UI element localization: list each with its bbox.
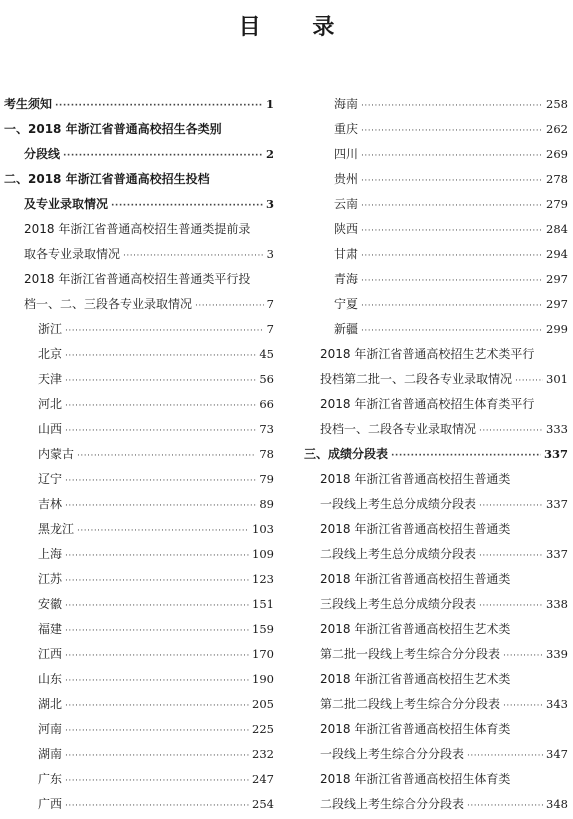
toc-entry-title: 甘肃: [334, 247, 359, 261]
toc-entry-title: 二段线上考生总分成绩分段表: [320, 547, 477, 561]
toc-page-number: 190: [252, 672, 274, 686]
toc-leader-dots: [111, 194, 263, 219]
toc-entry-title: 2018 年浙江省普通高校招生艺术类平行: [320, 347, 535, 361]
toc-leader-dots: [361, 94, 543, 119]
toc-entry-title: 投档第二批一、二段各专业录取情况: [320, 372, 513, 386]
toc-page-number: 3: [266, 247, 274, 261]
toc-entry: [304, 592, 568, 617]
toc-page-number: 348: [546, 797, 568, 811]
toc-leader-dots: [77, 444, 256, 469]
toc-entry-title: 第二批二段线上考生综合分分段表: [320, 697, 501, 711]
toc-page-number: 7: [266, 322, 274, 336]
toc-entry-title: 宁夏: [334, 297, 359, 311]
toc-leader-dots: [77, 519, 249, 544]
toc-entry-title: 2018 年浙江省普通高校招生普通类提前录: [24, 222, 251, 236]
toc-page-number: 232: [252, 747, 274, 761]
toc-entry: [304, 542, 568, 567]
toc-leader-dots: [361, 244, 543, 269]
toc-entry: [4, 792, 274, 817]
toc-page-number: 2: [265, 147, 274, 161]
toc-entry-title: 2018 年浙江省普通高校招生体育类: [320, 722, 511, 736]
toc-leader-dots: [391, 444, 541, 469]
toc-left-column: [4, 92, 274, 817]
toc-entry: [304, 367, 568, 392]
toc-entry-title: 青海: [334, 272, 359, 286]
toc-entry-title: 二、2018 年浙江省普通高校招生投档: [4, 172, 210, 186]
toc-entry-title: 内蒙古: [38, 447, 75, 461]
toc-entry: [304, 392, 568, 417]
toc-entry-title: 江西: [38, 647, 63, 661]
toc-page-number: 159: [252, 622, 274, 636]
toc-entry: [4, 92, 274, 117]
toc-leader-dots: [65, 319, 264, 344]
toc-entry: [304, 442, 568, 467]
toc-entry-title: 福建: [38, 622, 63, 636]
toc-page-number: 269: [546, 147, 568, 161]
toc-entry: [304, 117, 568, 142]
toc-page-number: 89: [259, 497, 274, 511]
page-title: 目 录: [238, 14, 357, 40]
toc-leader-dots: [361, 269, 543, 294]
toc-page-number: 123: [252, 572, 274, 586]
toc-entry: [304, 742, 568, 767]
toc-leader-dots: [361, 294, 543, 319]
toc-page-number: 170: [252, 647, 274, 661]
toc-leader-dots: [503, 644, 543, 669]
toc-page-number: 333: [546, 422, 568, 436]
toc-entry: [4, 292, 274, 317]
toc-entry-title: 黑龙江: [38, 522, 75, 536]
toc-entry: [304, 342, 568, 367]
toc-entry: [4, 342, 274, 367]
toc-leader-dots: [65, 719, 249, 744]
toc-page-number: 78: [259, 447, 274, 461]
toc-entry: [304, 467, 568, 492]
toc-entry: [4, 592, 274, 617]
toc-entry: [304, 617, 568, 642]
toc-leader-dots: [361, 219, 543, 244]
toc-entry: [4, 617, 274, 642]
toc-entry-title: 及专业录取情况: [24, 197, 109, 211]
toc-page-number: 337: [543, 447, 568, 461]
toc-entry-title: 三段线上考生总分成绩分段表: [320, 597, 477, 611]
toc-entry-title: 广西: [38, 797, 63, 811]
toc-entry-title: 2018 年浙江省普通高校招生体育类平行: [320, 397, 535, 411]
toc-leader-dots: [63, 144, 263, 169]
toc-leader-dots: [361, 169, 543, 194]
toc-entry-title: 河南: [38, 722, 63, 736]
toc-leader-dots: [65, 469, 256, 494]
toc-entry: [304, 667, 568, 692]
toc-entry: [304, 417, 568, 442]
toc-leader-dots: [65, 669, 249, 694]
toc-entry-title: 考生须知: [4, 97, 53, 111]
toc-leader-dots: [65, 569, 249, 594]
toc-entry-title: 北京: [38, 347, 63, 361]
toc-leader-dots: [65, 769, 249, 794]
toc-leader-dots: [503, 694, 543, 719]
toc-leader-dots: [65, 419, 256, 444]
toc-page-number: 79: [259, 472, 274, 486]
toc-entry: [4, 767, 274, 792]
toc-page-number: 56: [259, 372, 274, 386]
toc-page-number: 279: [546, 197, 568, 211]
toc-entry: [4, 642, 274, 667]
toc-page-number: 338: [546, 597, 568, 611]
toc-entry: [304, 692, 568, 717]
toc-entry: [304, 92, 568, 117]
toc-leader-dots: [479, 544, 543, 569]
toc-entry-title: 2018 年浙江省普通高校招生普通类: [320, 472, 511, 486]
toc-entry: [304, 292, 568, 317]
toc-entry: [304, 642, 568, 667]
toc-entry-title: 上海: [38, 547, 63, 561]
toc-entry: [4, 317, 274, 342]
toc-leader-dots: [65, 594, 249, 619]
toc-entry-title: 江苏: [38, 572, 63, 586]
toc-entry-title: 取各专业录取情况: [24, 247, 121, 261]
toc-entry-title: 天津: [38, 372, 63, 386]
toc-leader-dots: [467, 744, 543, 769]
toc-entry: [304, 242, 568, 267]
toc-page-number: 66: [259, 397, 274, 411]
toc-page-number: 262: [546, 122, 568, 136]
toc-entry-title: 分段线: [24, 147, 61, 161]
toc-entry-title: 山西: [38, 422, 63, 436]
toc-entry-title: 2018 年浙江省普通高校招生艺术类: [320, 622, 511, 636]
toc-page-number: 343: [546, 697, 568, 711]
toc-leader-dots: [361, 194, 543, 219]
toc-leader-dots: [195, 294, 264, 319]
toc-entry-title: 2018 年浙江省普通高校招生艺术类: [320, 672, 511, 686]
toc-page-number: 7: [266, 297, 274, 311]
toc-entry: [4, 542, 274, 567]
toc-entry-title: 山东: [38, 672, 63, 686]
toc-page-number: 337: [546, 497, 568, 511]
toc-entry: [304, 792, 568, 817]
toc-entry: [4, 217, 274, 242]
toc-entry: [4, 117, 274, 142]
toc-entry-title: 2018 年浙江省普通高校招生普通类: [320, 572, 511, 586]
toc-page-number: 205: [252, 697, 274, 711]
toc-entry: [4, 267, 274, 292]
toc-entry: [304, 767, 568, 792]
toc-entry: [4, 517, 274, 542]
toc-entry: [4, 667, 274, 692]
toc-leader-dots: [361, 119, 543, 144]
toc-page-number: 294: [546, 247, 568, 261]
toc-leader-dots: [479, 494, 543, 519]
toc-entry-title: 湖南: [38, 747, 63, 761]
toc-leader-dots: [65, 369, 256, 394]
toc-entry-title: 河北: [38, 397, 63, 411]
toc-leader-dots: [479, 594, 543, 619]
toc-entry: [304, 717, 568, 742]
toc-entry-title: 2018 年浙江省普通高校招生体育类: [320, 772, 511, 786]
toc-page-number: 284: [546, 222, 568, 236]
toc-entry-title: 二段线上考生综合分分段表: [320, 797, 465, 811]
toc-entry: [4, 442, 274, 467]
toc-leader-dots: [65, 619, 249, 644]
toc-page-number: 103: [252, 522, 274, 536]
toc-entry: [4, 192, 274, 217]
toc-entry-title: 安徽: [38, 597, 63, 611]
toc-leader-dots: [479, 419, 543, 444]
toc-entry-title: 海南: [334, 97, 359, 111]
toc-page-number: 254: [252, 797, 274, 811]
toc-entry-title: 广东: [38, 772, 63, 786]
toc-entry: [4, 742, 274, 767]
toc-page-number: 225: [252, 722, 274, 736]
toc-entry-title: 一段线上考生综合分分段表: [320, 747, 465, 761]
toc-entry: [4, 417, 274, 442]
toc-entry: [4, 142, 274, 167]
toc-entry-title: 浙江: [38, 322, 63, 336]
toc-entry-title: 贵州: [334, 172, 359, 186]
toc-entry-title: 重庆: [334, 122, 359, 136]
toc-page-number: 299: [546, 322, 568, 336]
toc-entry-title: 档一、二、三段各专业录取情况: [24, 297, 193, 311]
toc-entry: [304, 192, 568, 217]
toc-page-number: 73: [259, 422, 274, 436]
toc-entry-title: 湖北: [38, 697, 63, 711]
toc-entry-title: 新疆: [334, 322, 359, 336]
toc-leader-dots: [361, 144, 543, 169]
toc-leader-dots: [65, 344, 256, 369]
toc-leader-dots: [65, 744, 249, 769]
toc-entry: [4, 392, 274, 417]
toc-entry-title: 2018 年浙江省普通高校招生普通类: [320, 522, 511, 536]
toc-entry-title: 投档一、二段各专业录取情况: [320, 422, 477, 436]
toc-page-number: 339: [546, 647, 568, 661]
toc-entry: [4, 692, 274, 717]
toc-page-number: 301: [546, 372, 568, 386]
toc-entry: [4, 717, 274, 742]
toc-entry: [4, 167, 274, 192]
toc-entry: [304, 492, 568, 517]
toc-page-number: 109: [252, 547, 274, 561]
toc-leader-dots: [65, 644, 249, 669]
toc-page-number: 258: [546, 97, 568, 111]
toc-entry: [304, 142, 568, 167]
toc-entry-title: 三、成绩分段表: [304, 447, 389, 461]
toc-page-number: 1: [265, 97, 274, 111]
toc-entry: [304, 567, 568, 592]
toc-leader-dots: [515, 369, 543, 394]
toc-entry-title: 一段线上考生总分成绩分段表: [320, 497, 477, 511]
toc-entry-title: 四川: [334, 147, 359, 161]
toc-page-number: 151: [252, 597, 274, 611]
toc-leader-dots: [123, 244, 264, 269]
toc-entry: [304, 267, 568, 292]
toc-entry: [4, 367, 274, 392]
toc-entry: [4, 492, 274, 517]
toc-page-number: 337: [546, 547, 568, 561]
toc-entry-title: 吉林: [38, 497, 63, 511]
toc-entry-title: 云南: [334, 197, 359, 211]
toc-page-number: 297: [546, 297, 568, 311]
toc-entry-title: 2018 年浙江省普通高校招生普通类平行投: [24, 272, 251, 286]
toc-page-number: 45: [259, 347, 274, 361]
toc-page-number: 297: [546, 272, 568, 286]
toc-leader-dots: [65, 544, 249, 569]
toc-entry: [304, 317, 568, 342]
toc-entry: [4, 242, 274, 267]
toc-entry: [4, 467, 274, 492]
toc-entry-title: 一、2018 年浙江省普通高校招生各类别: [4, 122, 222, 136]
toc-entry: [4, 567, 274, 592]
toc-entry-title: 辽宁: [38, 472, 63, 486]
toc-entry: [304, 167, 568, 192]
toc-page-number: 247: [252, 772, 274, 786]
toc-leader-dots: [65, 494, 256, 519]
toc-leader-dots: [467, 794, 543, 819]
toc-leader-dots: [65, 694, 249, 719]
toc-leader-dots: [55, 94, 263, 119]
toc-entry-title: 第二批一段线上考生综合分分段表: [320, 647, 501, 661]
toc-leader-dots: [65, 394, 256, 419]
toc-page-number: 3: [265, 197, 274, 211]
toc-entry-title: 陕西: [334, 222, 359, 236]
toc-leader-dots: [361, 319, 543, 344]
toc-right-column: [304, 92, 568, 817]
toc-page-number: 278: [546, 172, 568, 186]
toc-page-number: 347: [546, 747, 568, 761]
toc-entry: [304, 517, 568, 542]
toc-leader-dots: [65, 794, 249, 819]
toc-entry: [304, 217, 568, 242]
